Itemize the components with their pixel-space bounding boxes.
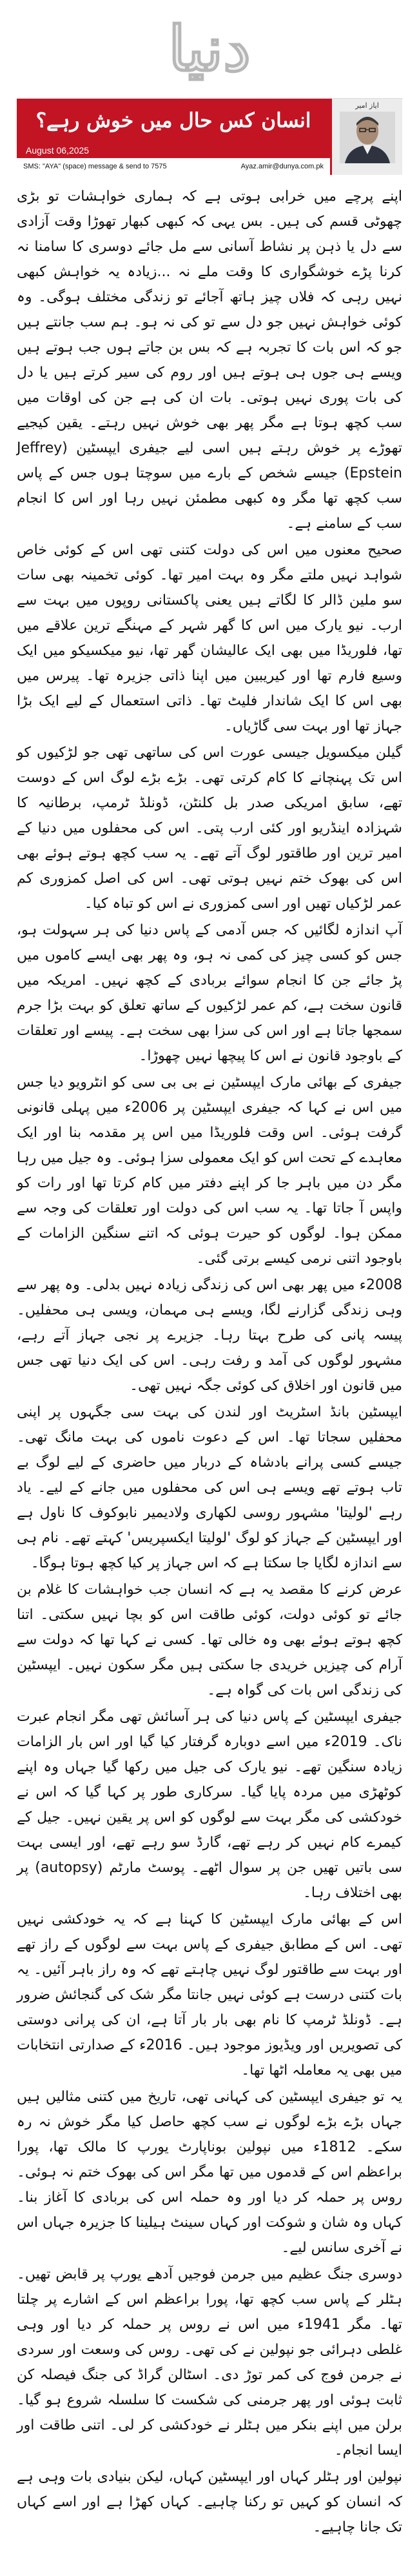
author-email[interactable]: Ayaz.amir@dunya.com.pk — [240, 163, 324, 170]
publish-date: August 06,2025 — [26, 145, 90, 156]
article-paragraph: اپنے پرچے میں خرابی ہوتی ہے کہ ہماری خواہشات تو بڑی چھوٹی قسم کی ہیں۔ بس یہی کہ کبھی کبھار تھوڑا وقت آزادی سے دل یا ذہن پر نشاط آسانی سے مل جائے دوسری کا سامنا نہ کرنا پڑے خوشگواری کا وقت ملے نہ ...زیادہ یہ خواہش کبھی نہیں رہی کہ فلاں چیز ہاتھ آجائے تو زندگی مختلف ہوگی۔ وہ کوئی خواہش نہیں جو دل سے تو کی نہ ہو۔ ہم سب جانتے ہیں جو کہ اس بات کا تجربہ ہے کہ بس بن جاتے ہوں جب ہوتے ہیں ویسے ہی جوں ہی ہوتے ہیں اور روم کی سیر کرتے ہیں یا دل کی بات پوری نہیں ہوتی۔ بات ان کی ہے جن کی اوقات میں سب کچھ ہوتا ہے مگر پھر بھی خوش نہیں رہتے۔ یقین کیجیے تھوڑے پر خوش رہتے ہیں اسی لیے جیفری ایپسٹین (Jeffrey Epstein) جیسے شخص کے بارے میں سوچتا ہوں جس کے پاس سب کچھ تھا مگر وہ کبھی مطمئن نہیں رہا اور اس کا انجام سب کے سامنے ہے۔ — [17, 188, 402, 532]
author-photo — [340, 112, 395, 163]
article-paragraph: صحیح معنوں میں اس کی دولت کتنی تھی اس کے کوئی خاص شواہد نہیں ملتے مگر وہ بہت امیر تھا۔ کوئی تخمینہ بھی سات سو ملین ڈالر کا لگاتے ہیں یعنی پاکستانی روپوں میں بہت سے ارب۔ نیو یارک میں اس کا گھر شہر کے مہنگے ترین علاقے میں تھا، فلوریڈا میں بھی ایک عالیشان گھر تھا، نیو میکسیکو میں ایک وسیع فارم تھا اور کیریبین میں اپنا ذاتی جزیرہ تھا۔ پیرس میں بھی اس کا ایک شاندار فلیٹ تھا۔ ذاتی استعمال کے لیے ایک بڑا جہاز تھا اور بہت سی گاڑیاں۔ — [17, 542, 402, 734]
article-paragraph: جیفری ایپسٹین کے پاس دنیا کی ہر آسائش تھی مگر انجام عبرت ناک۔ 2019ء میں اسے دوبارہ گرفتار کیا گیا اور اس بار الزامات زیادہ سنگین تھے۔ نیو یارک کی جیل میں رکھا گیا جہاں وہ اپنے کوٹھڑی میں مردہ پایا گیا۔ سرکاری طور پر کہا گیا کہ اس نے خودکشی کی مگر بہت سے لوگوں کو اس پر یقین نہیں۔ جیل کے کیمرے کام نہیں کر رہے تھے، گارڈ سو رہے تھے، اور ایسی بہت سی باتیں تھیں جن پر سوال اٹھے۔ پوسٹ مارٹم (autopsy) پر بھی اختلاف رہا۔ — [17, 1709, 402, 1901]
article-paragraph: آپ اندازہ لگائیں کہ جس آدمی کے پاس دنیا کی ہر سہولت ہو، جس کو کسی چیز کی کمی نہ ہو، وہ پھر بھی ایسے کاموں میں پڑ جائے جن کا انجام سوائے بربادی کے کچھ نہیں۔ امریکہ میں قانون سخت ہے، کم عمر لڑکیوں کے ساتھ تعلق کو بہت بڑا جرم سمجھا جاتا ہے اور اس کی سزا بھی سخت ہے۔ پیسے اور تعلقات کے باوجود قانون نے اس کا پیچھا نہیں چھوڑا۔ — [17, 922, 402, 1064]
author-panel — [330, 99, 402, 175]
article-paragraph: عرض کرنے کا مقصد یہ ہے کہ انسان جب خواہشات کا غلام بن جائے تو کوئی دولت، کوئی طاقت اس کو بچا نہیں سکتی۔ اتنا کچھ ہوتے ہوئے بھی وہ خالی تھا۔ کسی نے کہا تھا کہ دولت سے آرام کی چیزیں خریدی جا سکتی ہیں مگر سکون نہیں۔ ایپسٹین کی زندگی اس بات کی گواہ ہے۔ — [17, 1582, 402, 1698]
title-panel — [17, 99, 330, 175]
article-paragraph: اس کے بھائی مارک ایپسٹین کا کہنا ہے کہ یہ خودکشی نہیں تھی۔ اس کے مطابق جیفری کے پاس بہت سے لوگوں کے راز تھے اور بہت سے طاقتور لوگ نہیں چاہتے تھے کہ وہ راز باہر آئیں۔ یہ بات کتنی درست ہے کوئی نہیں جانتا مگر شک کی گنجائش ضرور ہے۔ ڈونلڈ ٹرمپ کا نام بھی بار بار آتا ہے، ان کی پرانی دوستی کی تصویریں اور ویڈیوز موجود ہیں۔ 2016ء کے صدارتی انتخابات میں بھی یہ معاملہ اٹھا تھا۔ — [17, 1911, 402, 2078]
article-paragraph: دوسری جنگ عظیم میں جرمن فوجیں آدھے یورپ پر قابض تھیں۔ ہٹلر کے پاس سب کچھ تھا، پورا براعظم اس کے اشارے پر چلتا تھا۔ مگر 1941ء میں اس نے روس پر حملہ کر دیا اور وہی غلطی دہرائی جو نپولین نے کی تھی۔ روس کی وسعت اور سردی نے جرمن فوج کی کمر توڑ دی۔ اسٹالن گراڈ کی جنگ فیصلہ کن ثابت ہوئی اور پھر جرمنی کی شکست کا سلسلہ شروع ہو گیا۔ برلن میں اپنے بنکر میں ہٹلر نے خودکشی کر لی۔ اتنی طاقت اور ایسا انجام۔ — [17, 2266, 402, 2459]
author-name: ایاز امیر — [355, 101, 379, 110]
article-body — [17, 184, 402, 2540]
article-paragraph: ایپسٹین بانڈ اسٹریٹ اور لندن کی بہت سی جگہوں پر اپنی محفلیں سجاتا تھا۔ اس کے دعوت ناموں کی بہت مانگ تھی۔ جیسے کسی پرانے بادشاہ کے دربار میں حاضری کے لیے لوگ بے تاب ہوتے تھے ویسے ہی اس کی محفلوں میں جانے کے لیے۔ یاد رہے 'لولیتا' مشہور روسی لکھاری ولادیمیر نابوکوف کا ناول ہے اور ایپسٹین کے جہاز کو لوگ 'لولیتا ایکسپریس' کہتے تھے۔ نام ہی سے اندازہ لگایا جا سکتا ہے کہ اس جہاز پر کیا کچھ ہوتا ہوگا۔ — [17, 1404, 402, 1571]
article-paragraph: جیفری کے بھائی مارک ایپسٹین نے بی بی سی کو انٹرویو دیا جس میں اس نے کہا کہ جیفری ایپسٹین پر 2006ء میں پہلی قانونی گرفت ہوئی۔ اس وقت فلوریڈا میں اس پر مقدمہ بنا اور ایک معاہدے کے تحت اس کو ایک معمولی سزا ہوئی۔ وہ جیل میں رہا مگر دن میں باہر جا کر اپنے دفتر میں کام کرتا تھا اور رات کو واپس آ جاتا تھا۔ یہ سب اس کی دولت اور تعلقات کی وجہ سے ممکن ہوا۔ لوگوں کو حیرت ہوئی کہ اتنے سنگین الزامات کے باوجود اتنی نرمی کیسے برتی گئی۔ — [17, 1074, 402, 1267]
article-paragraph: نپولین اور ہٹلر کہاں اور ایپسٹین کہاں، لیکن بنیادی بات وہی ہے کہ انسان کو کہیں تو رکنا چاہیے۔ کہاں کھڑا ہے اور اسے کہاں تک جانا چاہیے۔ — [17, 2469, 402, 2535]
masthead — [17, 0, 402, 98]
article-paragraph: 2008ء میں پھر بھی اس کی زندگی زیادہ نہیں بدلی۔ وہ پھر سے وہی زندگی گزارنے لگا، ویسے ہی مہمان، ویسی ہی محفلیں۔ پیسہ پانی کی طرح بہتا رہا۔ جزیرے پر نجی جہاز آتے رہے، مشہور لوگوں کی آمد و رفت رہی۔ اس کی ایک دنیا تھی جس میں قانون اور اخلاق کی کوئی جگہ نہیں تھی۔ — [17, 1277, 402, 1394]
column-header — [17, 98, 402, 175]
column-title: انسان کس حال میں خوش رہے؟ — [35, 109, 311, 132]
newspaper-logo: دنیا — [168, 12, 251, 85]
contact-bar — [17, 157, 330, 175]
article-paragraph: یہ تو جیفری ایپسٹین کی کہانی تھی، تاریخ میں کتنی مثالیں ہیں جہاں بڑے بڑے لوگوں نے سب کچھ حاصل کیا مگر خوش نہ رہ سکے۔ 1812ء میں نپولین بوناپارٹ یورپ کا مالک تھا، پورا براعظم اس کے قدموں میں تھا مگر اس کی بھوک ختم نہ ہوئی۔ روس پر حملہ کر دیا اور وہ حملہ اس کی بربادی کا آغاز بنا۔ کہاں وہ شان و شوکت اور کہاں سینٹ ہیلینا کا جزیرہ جہاں اس نے آخری سانس لیے۔ — [17, 2089, 403, 2256]
sms-instruction: SMS: "AYA" (space) message & send to 7575 — [23, 163, 167, 170]
article-paragraph: گیلن میکسویل جیسی عورت اس کی ساتھی تھی جو لڑکیوں کو اس تک پہنچانے کا کام کرتی تھی۔ بڑے بڑے لوگ اس کے دوست تھے، سابق امریکی صدر بل کلنٹن، ڈونلڈ ٹرمپ، برطانیہ کا شہزادہ اینڈریو اور کئی ارب پتی۔ اس کی محفلوں میں دنیا کے امیر ترین اور طاقتور لوگ آتے تھے۔ یہ سب کچھ ہوتے ہوئے بھی اس کی بھوک ختم نہیں ہوتی تھی۔ اس کی اصل کمزوری کم عمر لڑکیاں تھیں اور اسی کمزوری نے اس کو تباہ کیا۔ — [17, 745, 402, 912]
